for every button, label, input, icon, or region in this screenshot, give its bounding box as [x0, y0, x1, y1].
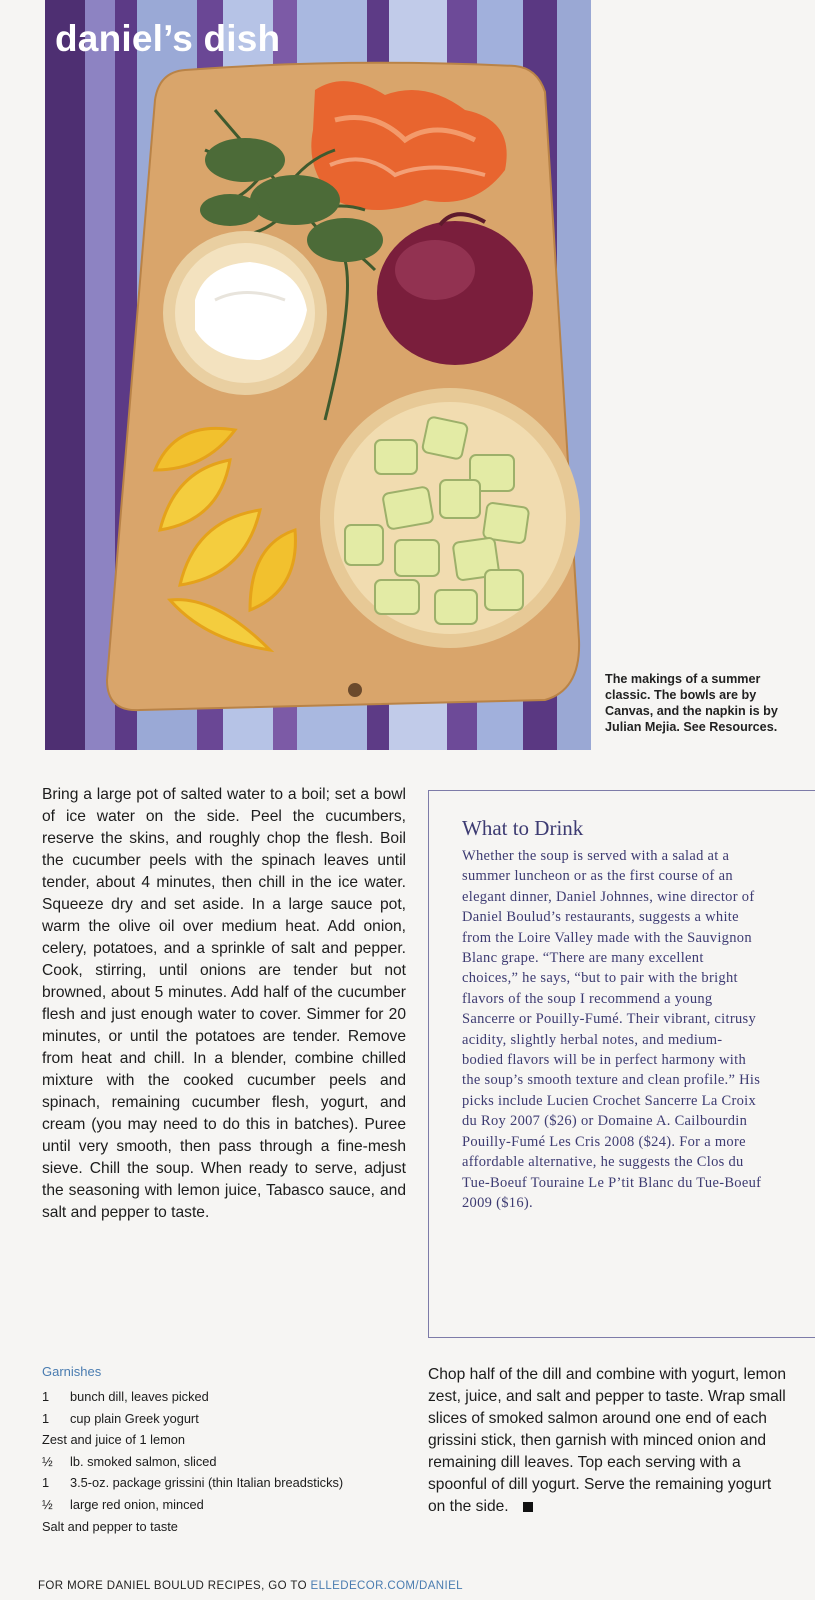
recipe-instructions: Bring a large pot of salted water to a boil; set a bowl of ice water on the side. Peel the cucumbers, reserve the skins, and roughly chop the flesh. Boil the cucumber peels with the spinach leaves until tender, about 4 minutes, then chill in the ice water. Squeeze dry and set aside. In a large sauce pot, warm the olive oil over medium heat. Add onion, celery, potatoes, and a sprinkle of salt and pepper. Cook, stirring, until onions are tender but not browned, about 5 minutes. Add half of the cucumber flesh and just enough water to cover. Simmer for 20 minutes, or until the potatoes are tender. Remove from heat and chill. In a blender, combine chilled mixture with the cooked cucumber peels and spinach, remaining cucumber flesh, yogurt, and cream (you may need to do this in batches). Puree until very smooth, then pass through a fine-mesh sieve. Chill the soup. When ready to serve, adjust the seasoning with lemon juice, Tabasco sauce, and salt and pepper to taste.: [42, 786, 406, 1221]
sidebar-body: Whether the soup is served with a salad at a summer luncheon or as the first course of an elegant dinner, Daniel Johnnes, wine director of Daniel Boulud’s restaurants, suggests a white from the Loire Valley made with the Sauvignon Blanc grape. “There are many excellent choices,” he says, “but to pair with the bright flavors of the soup I recommend a young Sancerre or Pouilly-Fumé. Their vibrant, citrusy acidity, slightly herbal notes, and medium-bodied flavors will be in perfect harmony with the soup’s smooth texture and clean profile.” His picks include Lucien Crochet Sancerre La Croix du Roy 2007 ($26) or Domaine A. Cailbourdin Pouilly-Fumé Les Cris 2008 ($24). For a more affordable alternative, he suggests the Clos du Tue-Boeuf Touraine Le P’tit Blanc du Tue-Boeuf 2009 ($16).: [462, 848, 762, 1211]
list-item: ½ large red onion, minced: [42, 1496, 204, 1512]
garnish-instructions: Chop half of the dill and combine with yogurt, lemon zest, juice, and salt and pepper to taste. Wrap small slices of smoked salmon around one end of each grissini stick, then garnish with minced onion and remaining dill leaves. Top each serving with a spoonful of dill yogurt. Serve the remaining yogurt on the side.: [428, 1366, 786, 1515]
photo-caption: The makings of a summer classic. The bowls are by Canvas, and the napkin is by Julian Mejia. See Resources.: [605, 672, 778, 734]
footer: FOR MORE DANIEL BOULUD RECIPES, GO TO ELLEDECOR.COM/DANIEL: [38, 1580, 463, 1592]
end-mark-icon: [523, 1502, 533, 1512]
list-item: 1 cup plain Greek yogurt: [42, 1410, 199, 1426]
recipe-photo: [45, 0, 591, 750]
list-item: Salt and pepper to taste: [42, 1518, 178, 1534]
list-item: Zest and juice of 1 lemon: [42, 1432, 185, 1448]
list-item: 1 3.5-oz. package grissini (thin Italian breadsticks): [42, 1475, 344, 1491]
garnishes-title: Garnishes: [42, 1364, 102, 1379]
list-item: ½ lb. smoked salmon, sliced: [42, 1453, 217, 1469]
footer-link[interactable]: ELLEDECOR.COM/DANIEL: [310, 1580, 463, 1592]
garnishes-list: [42, 1386, 412, 1537]
sidebar-title: What to Drink: [462, 816, 584, 840]
list-item: 1 bunch dill, leaves picked: [42, 1389, 209, 1404]
section-title: daniel’s dish: [55, 18, 281, 59]
